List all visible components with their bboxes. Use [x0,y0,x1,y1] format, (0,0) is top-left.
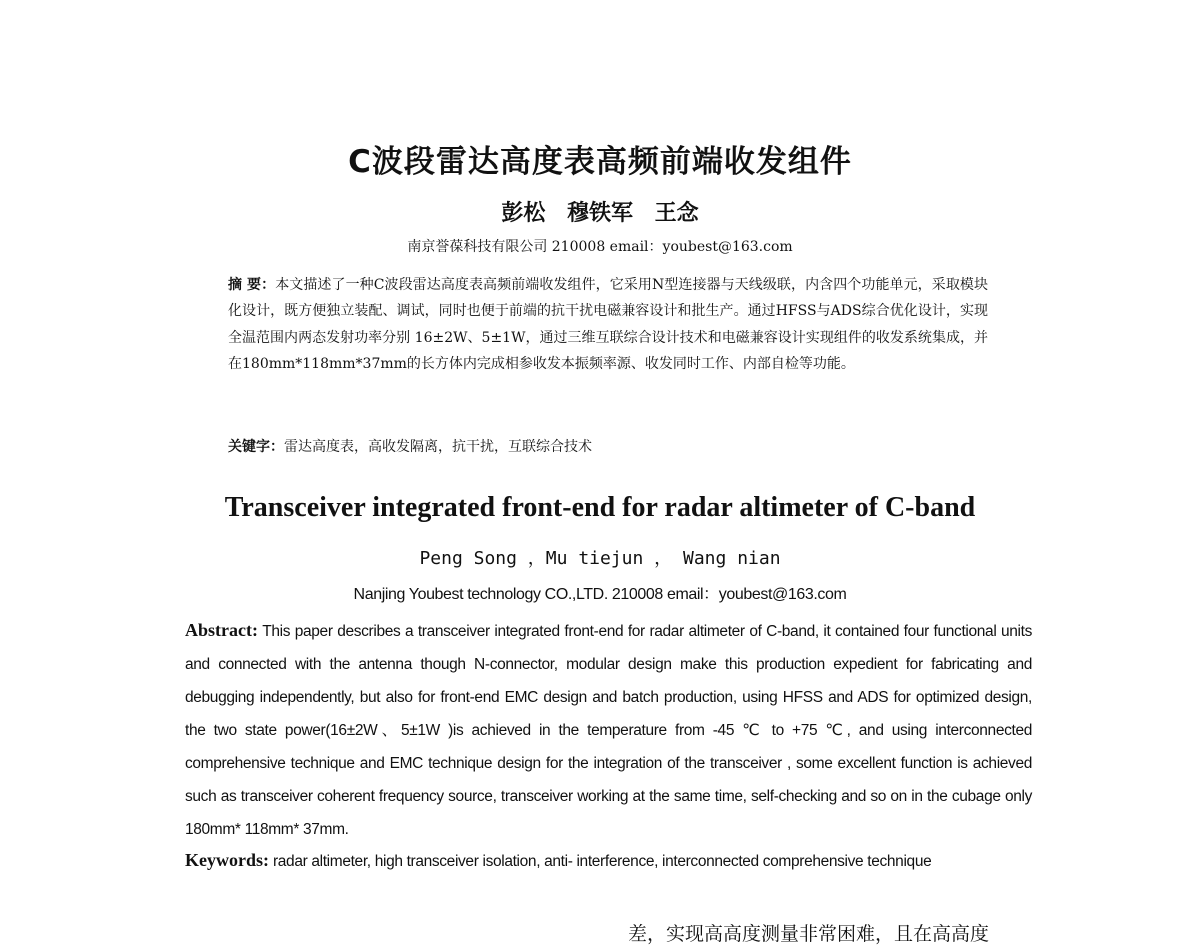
chinese-abstract-text: 本文描述了一种C波段雷达高度表高频前端收发组件，它采用N型连接器与天线级联，内含四个功能单元，采取模块化设计，既方便独立装配、调试，同时也便于前端的抗干扰电磁兼容设计和批生产。通过HFSS与ADS综合优化设计，实现全温范围内两态发射功率分别 16±2W、5±1W，通过三维互联综合设计技术和电磁兼容设计实现组件的收发系统集成，并在180mm*118mm*37mm的长方体内完成相参收发本振频率源、收发同时工作、内部自检等功能。 [228,277,988,373]
chinese-keywords [228,436,988,456]
english-authors: Peng Song ，Mu tiejun ， Wang nian [419,548,781,569]
english-keywords-text: radar altimeter, high transceiver isolation, anti- interference, interconnected comprehensive technique [272,853,932,870]
chinese-title: C波段雷达高度表高频前端收发组件 [348,144,852,180]
english-keywords [185,844,1032,878]
english-keywords-label: Keywords: [185,850,269,870]
english-affiliation: Nanjing Youbest technology CO.,LTD. 210008 email：youbest@163.com [353,586,847,603]
chinese-keywords-label: 关键字： [228,439,284,455]
chinese-keywords-text: 雷达高度表，高收发隔离，抗干扰，互联综合技术 [284,439,592,455]
english-abstract-text: This paper describes a transceiver integrated front-end for radar altimeter of C-band, it contained four functional units and connected with the antenna though N-connector, modular design make this production expedient for fabricating and debugging independently, but also for front-end EMC design and batch production, using HFSS and ADS for optimized design, the two state power(16±2W、5±1W )is achieved in the temperature from -45 ℃ to +75 ℃, and using interconnected comprehensive technique and EMC technique design for the integration of the transceiver , some excellent function is achieved such as transceiver coherent frequency source, transceiver working at the same time, self-checking and so on in the cubage only 180mm* 118mm* 37mm. [185,623,1032,838]
chinese-affiliation: 南京誉葆科技有限公司 210008 email：youbest@163.com [407,239,793,255]
chinese-authors: 彭松 穆铁军 王念 [501,201,699,226]
english-abstract-label: Abstract: [185,620,258,640]
chinese-abstract [228,272,988,378]
body-text-fragment: 差，实现高高度测量非常困难，且在高高度 [628,923,990,945]
english-title: Transceiver integrated front-end for radar altimeter of C-band [224,492,976,523]
chinese-abstract-label: 摘 要： [228,277,276,293]
english-abstract [185,614,1032,846]
